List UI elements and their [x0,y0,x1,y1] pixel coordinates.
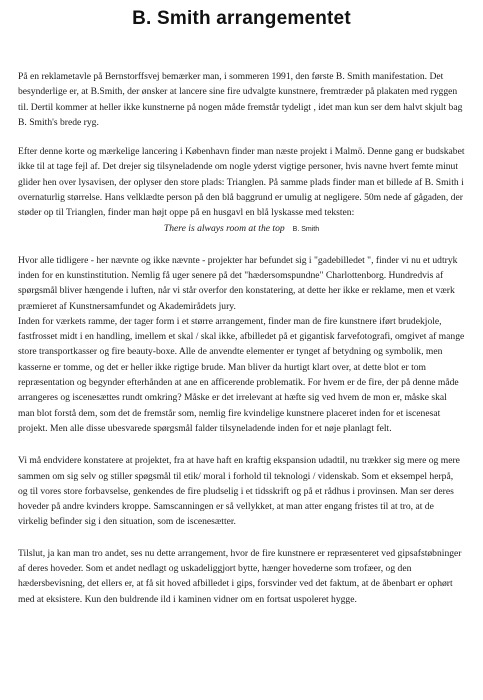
paragraph-malmo: Efter denne korte og mærkelige lancering i København finder man næste projekt i Malmö. Denne gang er budskabet ikke til at tage fejl af. Det drejer sig tilsyneladende om nogle yderst vigtige personer, hvis navne hvert femte minut glider hen over lysavisen, der oplyser den store plads: Trianglen. På samme plads finder man et billede af B. Smith i overnaturlig størrelse. Hans velklædte person på den blå baggrund er umulig at negligere. 50m nede af gågaden, der støder op til Trianglen, finder man højt oppe på en husgavl en blå lyskasse med teksten: [18,146,465,219]
paragraph-spacer [18,237,465,253]
paragraph-spacer [18,436,465,453]
document-title: B. Smith arrangementet [132,8,351,29]
paragraph-spacer [18,130,465,144]
paragraph-intro: På en reklametavle på Bernstorffsvej bemærker man, i sommeren 1991, den første B. Smith manifestation. Det besynderlige er, at B.Smith, der ønsker at lancere sine fire udvalgte kunstnere, fremtræder på plakaten med ryggen til. Dertil kommer at heller ikke kunstnerne på nogen måde fremstår tydeligt , idet man kun ser dem halvt skjult bag B. Smith's brede ryg. [18,71,463,128]
quote-text: There is always room at the top [163,222,285,234]
paragraph-spacer [18,530,465,546]
paragraph-conclusion: Tilslut, ja kan man tro andet, ses nu dette arrangement, hvor de fire kunstnere er repræsenteret ved gipsafstøbninger af deres hoveder. Som et andet nedlagt og uskadeliggjort bytte, hænger hovederne som trofæer, og den hædersbevisning, det ellers er, at få sit hoved afbilledet i gips, forsvinder ved det faktum, at de åbenbart er ophørt med at eksistere. Kun den buldrende ild i kaminen vidner om en fortsat uspoleret hygge. [18,547,462,605]
quote-line [18,221,465,237]
paragraph-ethics: Vi må endvidere konstatere at projektet, fra at have haft en kraftig ekspansion udadtil, nu trækker sig mere og mere sammen om sig selv og stiller spøgsmål til etik/ moral i forhold til teknologi / videnskab. Som et eksempel herpå, og til vores store forbavselse, genkendes de fire pludselig i et tidsskrift og på et rådhus i provinsen. Man ser deres hoveder på andre kvinders kroppe. Samscanningen er så vellykket, at man atter engang fristes til at tro, at de virkelig befinder sig i den situation, som de iscenesætter. [18,455,460,528]
quote-attribution: B. Smith [292,225,320,233]
paragraph-artwork-frame: Inden for værkets ramme, der tager form i et større arrangement, finder man de fire kunstnere iført brudekjole, fastfrosset midt i en handling, imellem et skal / skal ikke, afbilledet på et gigantisk farvefotografi, omgivet af mange store transportkasser og fire beauty-boxe. Alle de anvendte elementer er tynget af betydning og symbolik, men kasserne er tomme, og det er heller ikke rigtige brude. Man bliver da hurtigt klart over, at dette blot er tom repræsentation og begynder efterhånden at ane en afficerende problematik. For hvem er de fire, der på denne måde arrangeres og iscenesættes rundt omkring? Måske er det irrelevant at hæfte sig ved hvem de mon er, måske skal man blot forstå dem, som det de fremstår som, nemlig fire kvindelige kunstnere placeret inden for et iscenesat projekt. Men alle disse ubesvarede spørgsmål falder tilsyneladende inden for et nøje planlagt felt. [18,315,465,434]
paragraph-charlottenborg: Hvor alle tidligere - her nævnte og ikke nævnte - projekter har befundet sig i "gadebilledet ", finder vi nu et udtryk inden for en kunstinstitution. Nemlig få uger senere på det "hædersomspundne" Charlottenborg. Hundredvis af spørgsmål bliver hængende i luften, når vi står overfor den konstatering, at dette her ikke er reklame, men et værk præmieret af Kunstnersamfundet og Akademirådets jury. [18,254,458,312]
